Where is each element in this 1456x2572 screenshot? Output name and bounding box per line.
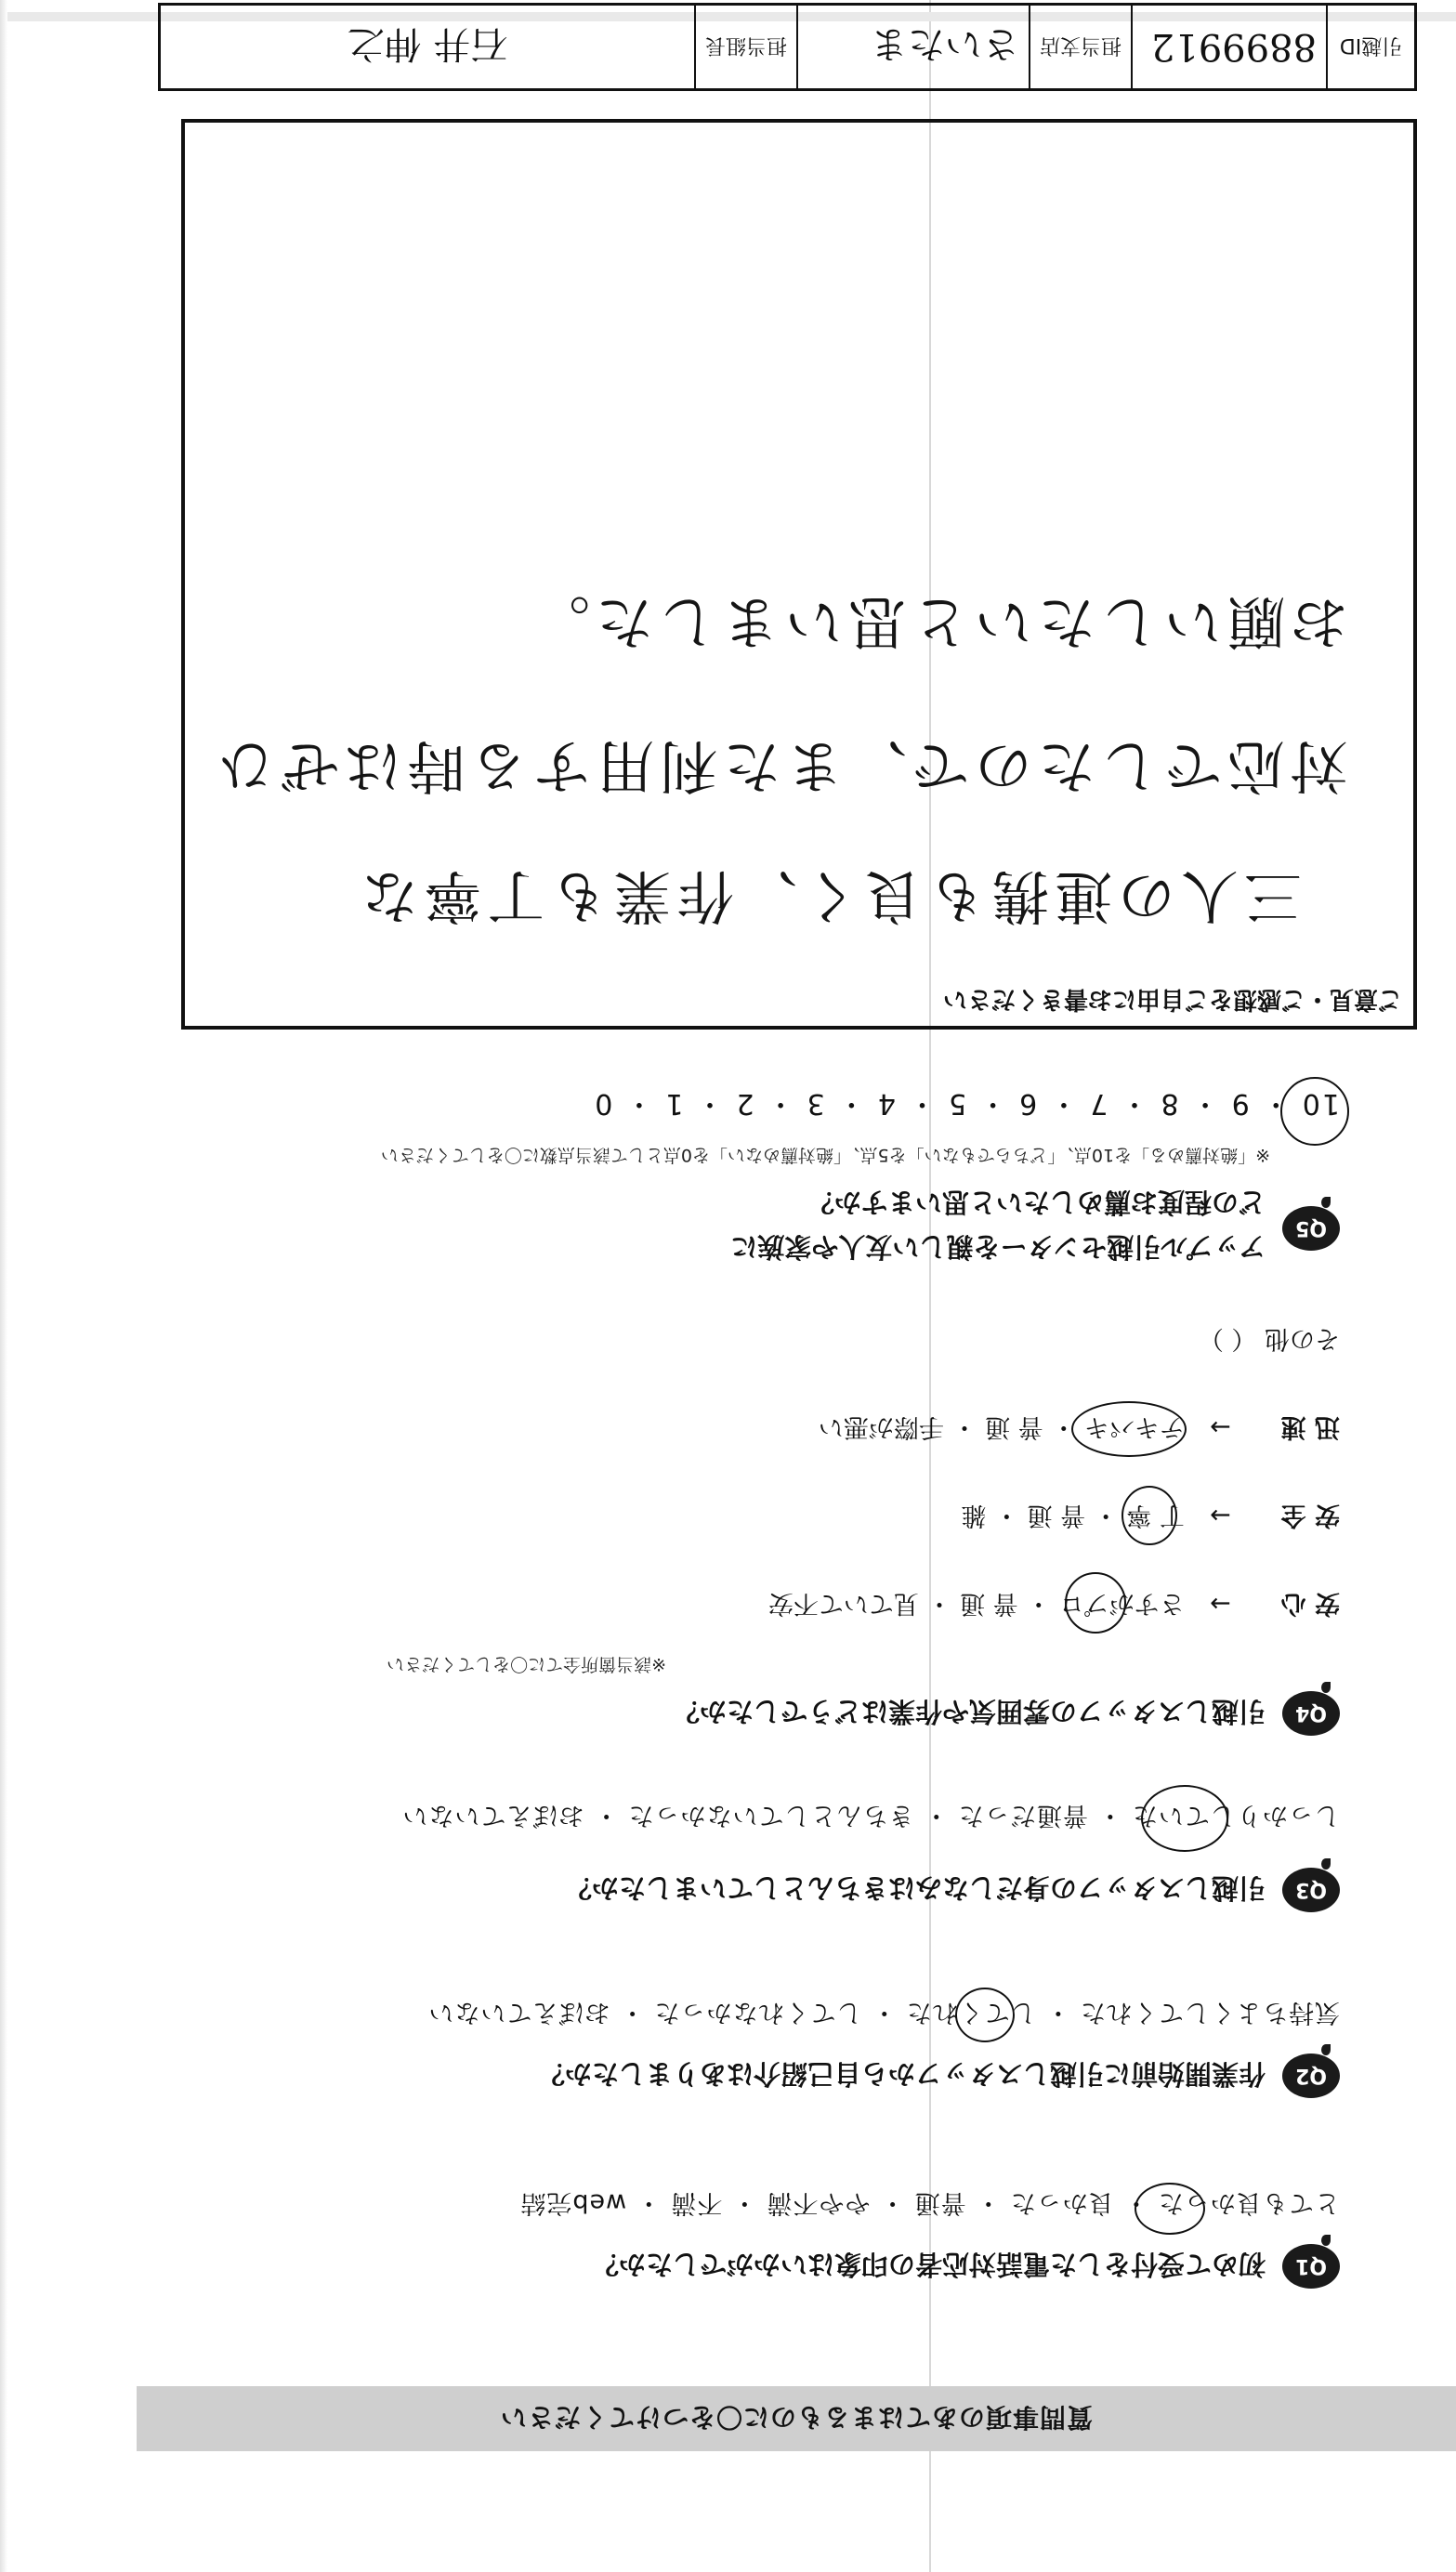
q1-text: 初めて受付をした電話対応者の印象はいかがでしたか？	[591, 2249, 1266, 2280]
arrow-icon: →	[1210, 1412, 1231, 1441]
q3-text: 引越しスタッフの身だしなみはきちんとしていましたか？	[564, 1872, 1266, 1904]
id-table	[158, 3, 1417, 91]
q3-options: しっかりしていた ・ 普通だった ・ きちんとしていなかった ・ おぼえていない	[401, 1801, 1340, 1830]
arrow-icon: →	[1210, 1589, 1231, 1618]
comment-title: ご意見・ご感想をご自由にお書きください	[942, 985, 1402, 1013]
q4-row-options: さすがプロ ・ 普 通 ・ 見ていて不安	[767, 1589, 1185, 1618]
q5-answer-circle	[1280, 1077, 1349, 1146]
comment-line-3: お願いしたいと思いました。	[526, 588, 1348, 656]
id-value: 8899912	[1131, 6, 1326, 88]
q4-row-anshin	[768, 1588, 1340, 1624]
crew-value: 石井 伸之	[347, 22, 508, 65]
q4-text: 引越しスタッフの雰囲気や作業はどうでしたか？	[672, 1696, 1266, 1727]
arrow-icon: →	[1210, 1501, 1231, 1529]
scan-edge-shadow	[0, 0, 7, 2572]
q4-other: その他 （ ）	[1198, 1324, 1340, 1353]
q4-row-options: テキパキ ・ 普 通 ・ 手際が悪い	[818, 1412, 1185, 1441]
q4-anzen-circle	[1122, 1486, 1177, 1545]
comment-line-1: 三人の連携も良く、作業も丁寧な	[355, 862, 1302, 930]
q1-options: とても良かった ・ 良かった ・ 普通 ・ やや不満 ・ 不満 ・ web完結	[519, 2188, 1340, 2217]
q4-row-label: 安 全	[1280, 1501, 1340, 1529]
q5-icon: Q5	[1282, 1206, 1340, 1251]
id-label: 引越ID	[1326, 6, 1414, 88]
q5-scale: 10 ・ 9 ・ 8 ・ 7 ・ 6 ・ 5 ・ 4 ・ 3 ・ 2 ・ 1 ・ 0	[593, 1087, 1340, 1120]
branch-label: 担当支店	[1029, 6, 1131, 88]
q2-icon: Q2	[1282, 2054, 1340, 2098]
q4-row-label: 迅 速	[1280, 1412, 1340, 1441]
q4-row-label: 安 心	[1280, 1589, 1340, 1618]
comment-box	[181, 119, 1417, 1030]
q3-answer-circle	[1141, 1785, 1228, 1852]
q4-icon: Q4	[1282, 1691, 1340, 1736]
comment-line-2: 対応でしたので、また利用する時はぜひ	[212, 732, 1348, 800]
crew-label: 担当組長	[694, 6, 796, 88]
q2-options: 気持ちよくしてくれた ・ してくれた ・ してくれなかった ・ おぼえていない	[427, 1998, 1340, 2027]
q1-icon: Q1	[1282, 2244, 1340, 2289]
q4-row-options: 丁 寧 ・ 普 通 ・ 雑	[961, 1501, 1185, 1529]
q2-answer-circle	[955, 1988, 1015, 2042]
q5-text-line1: アップル引越センターを親しい友人や家族に	[730, 1231, 1266, 1263]
q5-note: ※「絶対薦める」を10点、「どちらでもない」を5点、「絶対薦めない」を0点として該当点数に〇をしてください	[380, 1145, 1270, 1165]
q5-text-line2: どの程度お薦めしたいと思いますか？	[807, 1187, 1266, 1218]
q1-answer-circle	[1135, 2183, 1205, 2235]
q2-text: 作業開始前に引越しスタッフから自己紹介はありましたか？	[537, 2058, 1266, 2090]
q4-anshin-circle	[1065, 1572, 1126, 1634]
q4-jinsoku-circle	[1071, 1401, 1187, 1457]
q4-note: ※該当箇所全てに〇をしてください	[387, 1654, 666, 1674]
instruction-bar: 質問事項のあてはまるものに〇をつけてください	[137, 2386, 1456, 2451]
q3-icon: Q3	[1282, 1868, 1340, 1912]
branch-value: さいたま	[796, 6, 1029, 88]
